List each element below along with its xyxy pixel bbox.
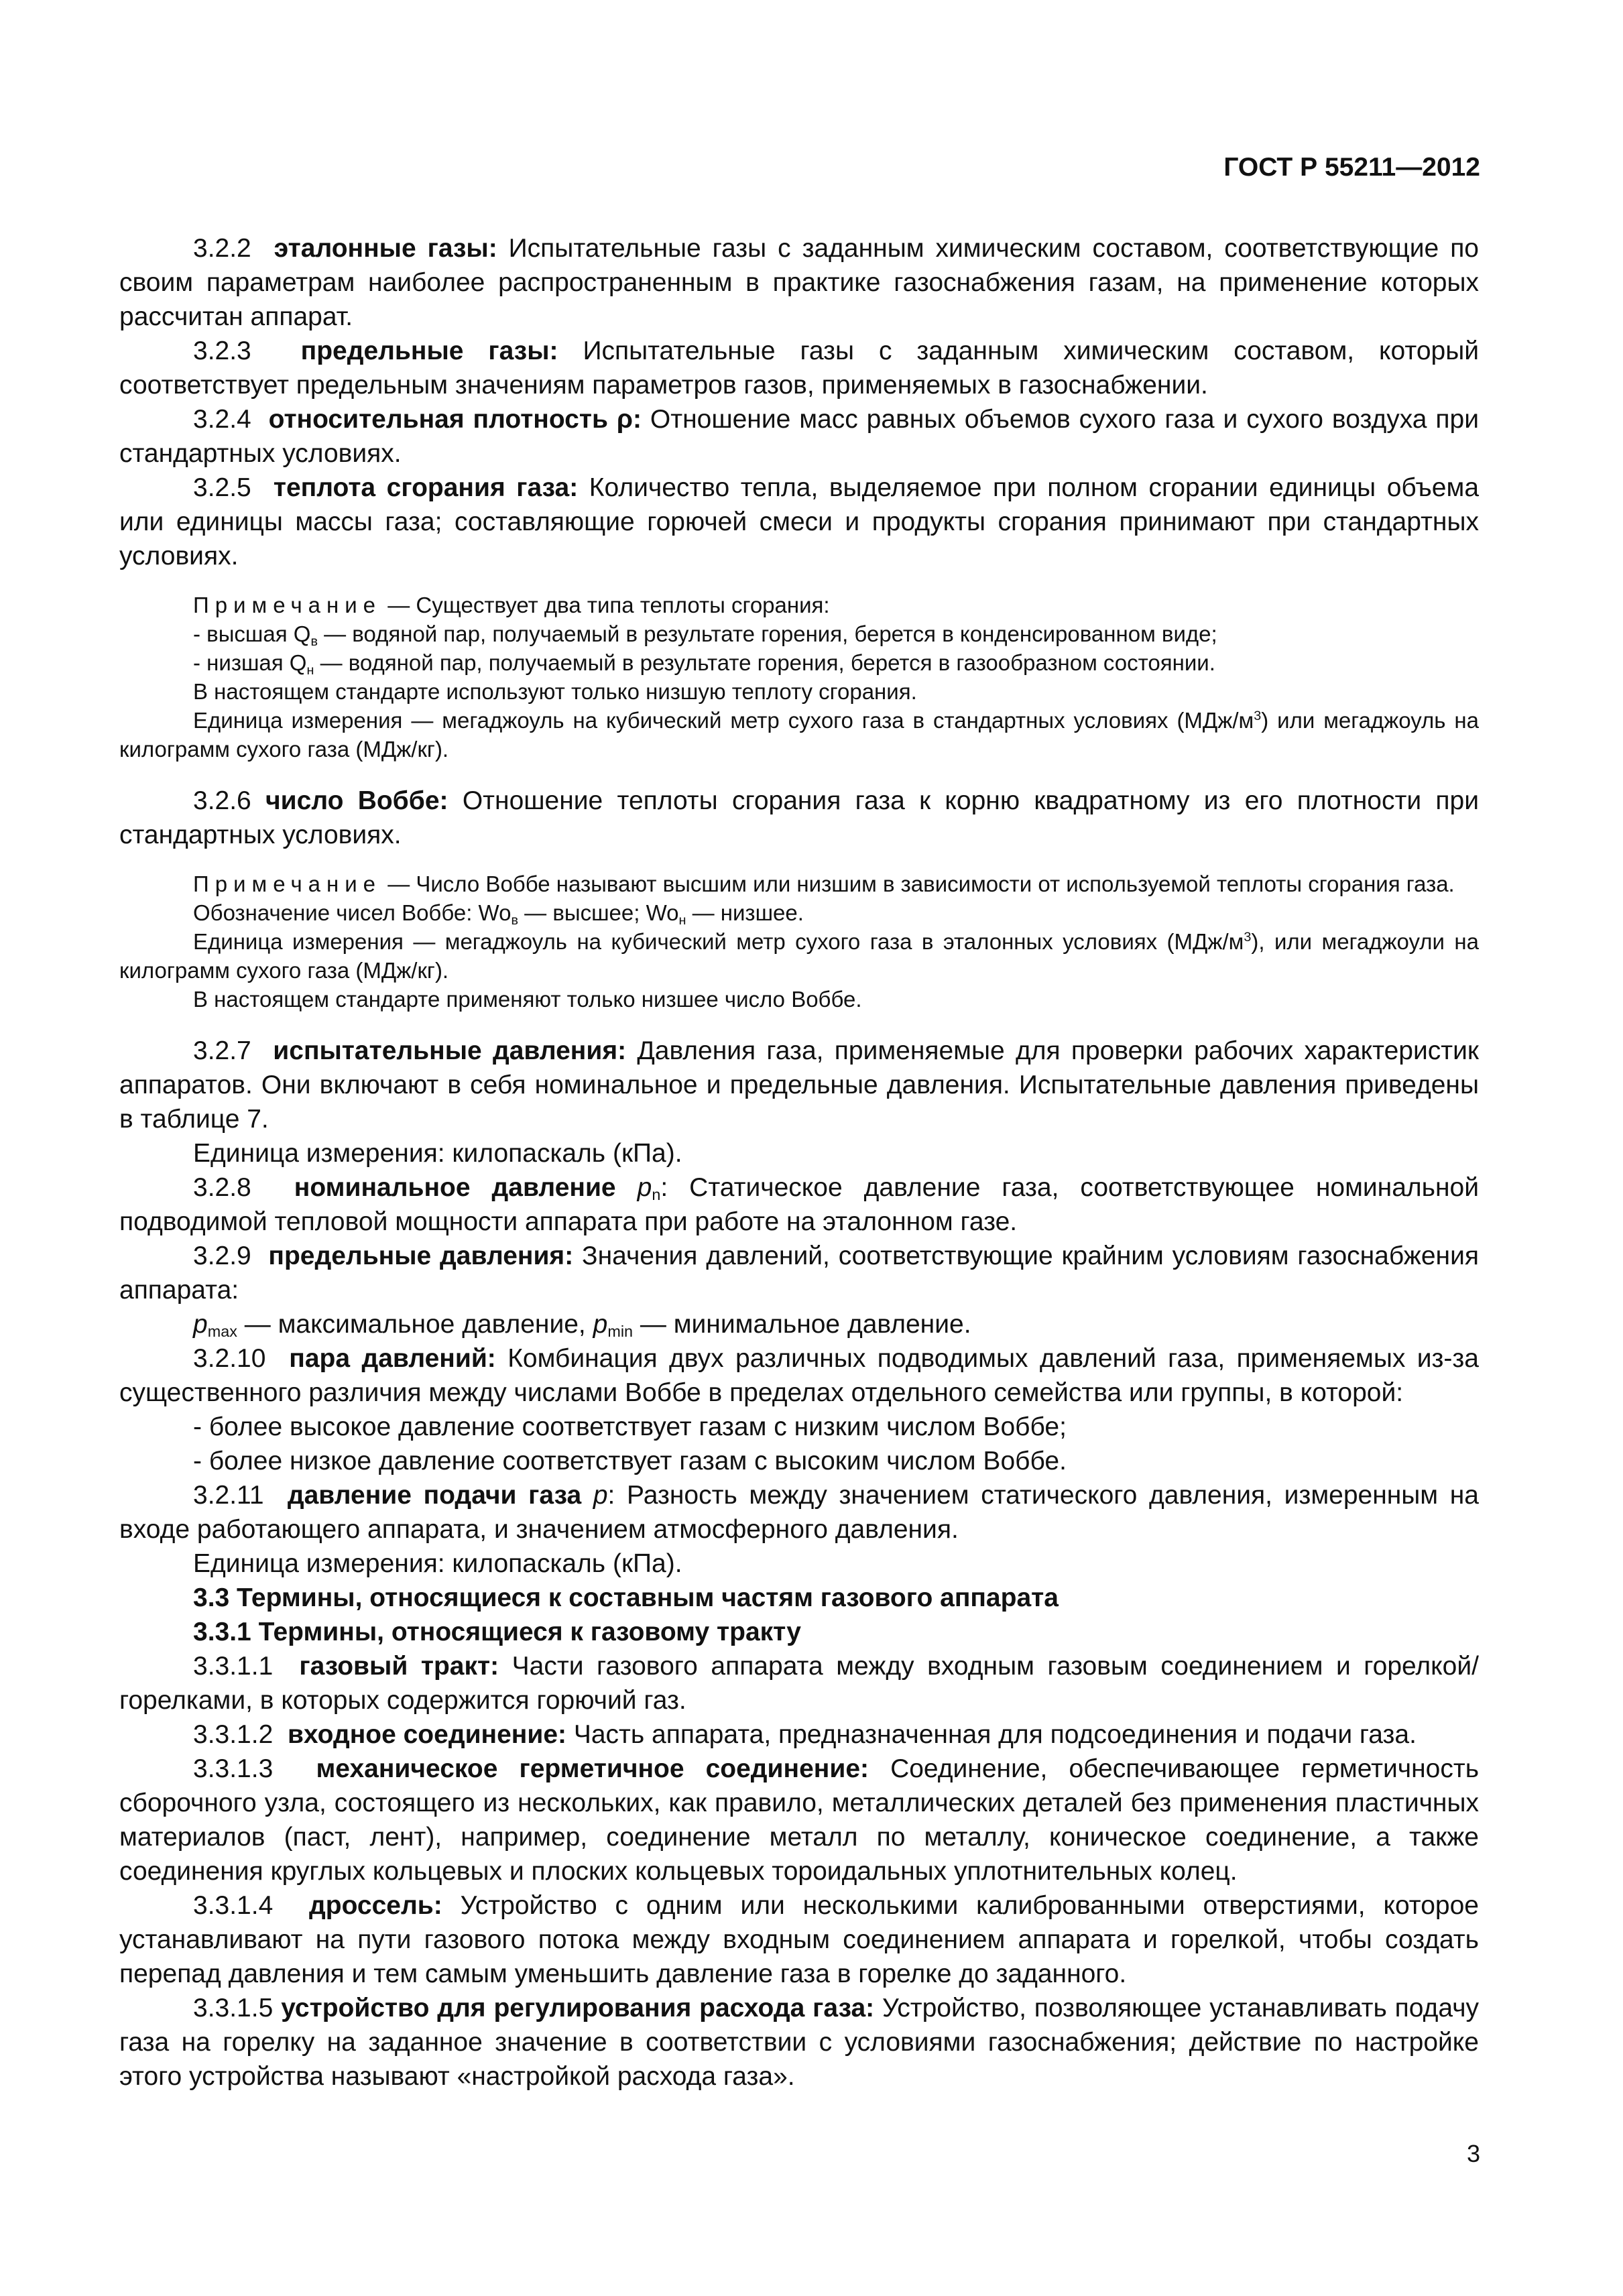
note-line [119,648,1479,677]
clause-3-3-1-1 [119,1649,1479,1717]
term: номинальное давление [294,1173,616,1202]
clause-3-2-9 [119,1239,1479,1307]
definition: Устройство с одним или несколькими калиброванными отверстиями, которое устанавливают на пути газового потока между входным соединением аппарата и горелкой, чтобы создать перепад давления и тем самым уменьшить давление газа в горелке до заданного. [119,1891,1479,1988]
clause-number: 3.3.1.3 [193,1754,274,1783]
note-text: - высшая Q [193,621,311,646]
definition: Часть аппарата, предназначенная для подсоединения и подачи газа. [573,1720,1417,1749]
section-heading-3-3-1: 3.3.1 Термины, относящиеся к газовому тракту [193,1618,801,1646]
clause-number: 3.3.1.5 [193,1994,274,2022]
clause-3-2-3 [119,334,1479,402]
definition: Отношение теплоты сгорания газа к корню квадратному из его плотности при стандартных условиях. [119,786,1479,849]
definition: Испытательные газы с заданным химическим составом, соответствующие по своим параметрам наиболее распространенным в практике газоснабжения газам, на применение которых рассчитан аппарат. [119,234,1479,331]
definition: — минимальное давление. [640,1310,971,1339]
document-header: ГОСТ Р 55211—2012 [1223,153,1480,182]
note-wobbe [119,869,1479,1014]
note-text: ), или мегаджоули на килограмм сухого газа (МДж/кг). [119,929,1479,983]
superscript: 3 [1254,709,1262,723]
clause-3-2-10 [119,1341,1479,1410]
symbol: p [593,1481,608,1510]
note-line: В настоящем стандарте используют только низшую теплоту сгорания. [193,679,917,704]
unit-line: Единица измерения: килопаскаль (кПа). [193,1139,682,1168]
subscript: n [652,1186,661,1203]
clause-number: 3.2.5 [193,473,251,502]
note-text: Единица измерения — мегаджоуль на кубический метр сухого газа в стандартных условиях (МДж/м [193,708,1254,733]
note-text: — низшее. [692,900,804,925]
page-number: 3 [1466,2140,1480,2167]
clause-3-2-7 [119,1034,1479,1136]
definition: Устройство, позволяющее устанавливать подачу газа на горелку на заданное значение в соответствии с условиями газоснабжения; действие по настройке этого устройства называют «настройкой расхода газа». [119,1994,1480,2091]
document-body [119,231,1479,2094]
clause-3-3-1-2 [119,1717,1479,1752]
term: предельные давления: [268,1242,574,1270]
term: относительная плотность ρ: [268,405,642,434]
term: пара давлений: [289,1344,496,1373]
note-text: ) или мегаджоуль на килограмм сухого газа (МДж/кг). [119,708,1479,762]
clause-number: 3.2.11 [193,1481,264,1510]
note-intro [119,869,1479,898]
note-text: - низшая Q [193,650,307,675]
clause-number: 3.3.1.4 [193,1891,274,1920]
clause-number: 3.3.1.1 [193,1652,274,1681]
term: испытательные давления: [273,1036,627,1065]
note-text: Обозначение чисел Воббе: Wo [193,900,512,925]
clause-3-2-11 [119,1478,1479,1547]
definition: Соединение, обеспечивающее герметичность сборочного узла, состоящего из нескольких, как правило, металлических деталей без применения пластичных материалов (паст, лент), например, соединение металл по металлу, коническое соединение, а также соединения круглых кольцевых и плоских кольцевых тороидальных уплотнительных колец. [119,1754,1480,1886]
clause-number: 3.2.3 [193,337,251,365]
note-line [119,898,1479,927]
definition: Части газового аппарата между входным газовым соединением и горелкой/горелками, в которых содержится горючий газ. [119,1652,1479,1715]
clause-number: 3.2.6 [193,786,251,815]
note-label: Примечание [193,593,382,617]
term: устройство для регулирования расхода газа: [281,1994,875,2022]
term: предельные газы: [300,337,558,365]
pressure-limits-line [119,1307,1479,1341]
note-text: Единица измерения — мегаджоуль на кубический метр сухого газа в эталонных условиях (МДж/м [193,929,1244,954]
clause-number: 3.2.9 [193,1242,251,1270]
note-intro [119,591,1479,619]
symbol: p [193,1310,208,1339]
note-label: Примечание [193,871,382,896]
note-text: — Число Воббе называют высшим или низшим в зависимости от используемой теплоты сгорания газа. [387,871,1455,896]
unit-line: Единица измерения: килопаскаль (кПа). [193,1549,682,1578]
clause-3-3-1-3 [119,1752,1479,1888]
note-text: — Существует два типа теплоты сгорания: [387,593,830,617]
definition: Отношение масс равных объемов сухого газа и сухого воздуха при стандартных условиях. [119,405,1479,468]
term: число Воббе: [265,786,448,815]
term: механическое герметичное соединение: [316,1754,869,1783]
subscript: в [310,634,318,649]
clause-number: 3.2.4 [193,405,251,434]
clause-number: 3.3.1.2 [193,1720,274,1749]
term: входное соединение: [287,1720,567,1749]
note-line [119,619,1479,648]
symbol: p [593,1310,608,1339]
term: теплота сгорания газа: [273,473,579,502]
term: эталонные газы: [274,234,497,263]
clause-3-2-4 [119,402,1479,471]
section-heading-3-3: 3.3 Термины, относящиеся к составным частям газового аппарата [193,1583,1059,1612]
clause-3-2-5 [119,471,1479,573]
note-line [119,706,1479,764]
clause-number: 3.2.8 [193,1173,251,1202]
list-item: - более высокое давление соответствует газам с низким числом Воббе; [193,1412,1067,1441]
clause-number: 3.2.2 [193,234,251,263]
definition: Количество тепла, выделяемое при полном сгорании единицы объема или единицы массы газа; составляющие горючей смеси и продукты сгорания принимают при стандартных условиях. [119,473,1480,570]
note-line [119,927,1479,985]
note-text: — высшее; Wo [524,900,679,925]
definition: : Разность между значением статического давления, измеренным на входе работающего аппарата, и значением атмосферного давления. [119,1481,1479,1544]
note-text: — водяной пар, получаемый в результате горения, берется в газообразном состоянии. [320,650,1215,675]
definition: : Статическое давление газа, соответствующее номинальной подводимой тепловой мощности аппарата при работе на эталонном газе. [119,1173,1479,1236]
symbol: p [637,1173,652,1202]
subscript: н [306,663,314,678]
clause-3-2-2 [119,231,1479,334]
definition: Комбинация двух различных подводимых давлений газа, применяемых из-за существенного различия между числами Воббе в пределах отдельного семейства или группы, в которой: [119,1344,1479,1407]
definition: Значения давлений, соответствующие крайним условиям газоснабжения аппарата: [119,1242,1479,1305]
definition: Испытательные газы с заданным химическим составом, который соответствует предельным значениям параметров газов, применяемых в газоснабжении. [119,337,1480,400]
note-line: В настоящем стандарте применяют только низшее число Воббе. [193,987,862,1012]
note-text: — водяной пар, получаемый в результате горения, берется в конденсированном виде; [324,621,1217,646]
superscript: 3 [1244,930,1252,945]
subscript: н [678,913,686,928]
clause-3-3-1-4 [119,1888,1479,1991]
term: дроссель: [309,1891,442,1920]
subscript: в [511,913,518,928]
term: газовый тракт: [299,1652,499,1681]
clause-number: 3.2.7 [193,1036,251,1065]
clause-3-3-1-5 [119,1991,1479,2094]
subscript: min [607,1323,634,1340]
clause-3-2-8 [119,1170,1479,1239]
term: давление подачи газа [287,1481,582,1510]
definition: Давления газа, применяемые для проверки рабочих характеристик аппаратов. Они включают в себя номинальное и предельные давления. Испытательные давления приведены в таблице 7. [119,1036,1479,1134]
clause-3-2-6 [119,784,1479,852]
clause-number: 3.2.10 [193,1344,266,1373]
definition: — максимальное давление, [244,1310,586,1339]
subscript: max [207,1323,237,1340]
note-heat-of-combustion [119,591,1479,764]
list-item: - более низкое давление соответствует газам с высоким числом Воббе. [193,1447,1067,1475]
